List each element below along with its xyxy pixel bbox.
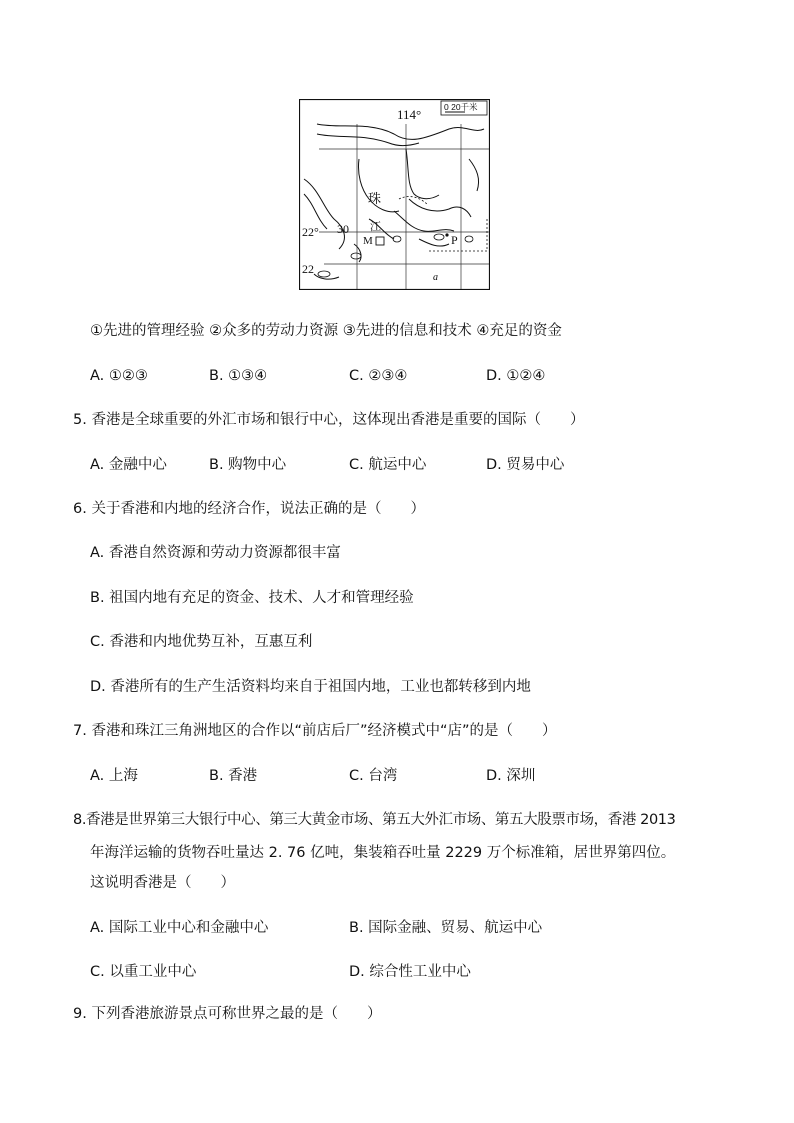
q6-stem: 6. 关于香港和内地的经济合作，说法正确的是（ ） bbox=[73, 501, 425, 517]
q5-option-a[interactable]: A. 金融中心 bbox=[90, 457, 167, 473]
q4-statement: ①先进的管理经验 ②众多的劳动力资源 ③先进的信息和技术 ④充足的资金 bbox=[90, 323, 562, 339]
q8-stem-line-1: 8.香港是世界第三大银行中心、第三大黄金市场、第五大外汇市场、第五大股票市场，香港 2013 bbox=[73, 812, 676, 828]
map-label-a: a bbox=[433, 272, 438, 283]
map-label-22-degree: 22° bbox=[302, 225, 319, 239]
q4-option-c[interactable]: C. ②③④ bbox=[349, 368, 408, 384]
q7-option-d[interactable]: D. 深圳 bbox=[486, 768, 536, 784]
q8-stem-line-2: 年海洋运输的货物吞吐量达 2. 76 亿吨，集装箱吞吐量 2229 万个标准箱，居世界第四位。 bbox=[90, 845, 676, 861]
q4-option-b[interactable]: B. ①③④ bbox=[209, 368, 268, 384]
map-label-zhu: 珠 bbox=[368, 192, 382, 207]
q5-option-b[interactable]: B. 购物中心 bbox=[209, 457, 287, 473]
q6-option-c[interactable]: C. 香港和内地优势互补，互惠互利 bbox=[90, 634, 313, 650]
q6-option-d[interactable]: D. 香港所有的生产生活资料均来自于祖国内地，工业也都转移到内地 bbox=[90, 679, 531, 695]
q6-option-b[interactable]: B. 祖国内地有充足的资金、技术、人才和管理经验 bbox=[90, 590, 414, 606]
map-label-22: 22 bbox=[302, 262, 314, 276]
q7-option-c[interactable]: C. 台湾 bbox=[349, 768, 398, 784]
map-label-p: P bbox=[451, 233, 458, 247]
q8-option-a[interactable]: A. 国际工业中心和金融中心 bbox=[90, 920, 269, 936]
q7-option-a[interactable]: A. 上海 bbox=[90, 768, 138, 784]
q4-option-d[interactable]: D. ①②④ bbox=[486, 368, 546, 384]
map-label-30: 30 bbox=[337, 222, 349, 236]
q9-stem: 9. 下列香港旅游景点可称世界之最的是（ ） bbox=[73, 1006, 382, 1022]
q5-option-d[interactable]: D. 贸易中心 bbox=[486, 457, 565, 473]
q7-stem: 7. 香港和珠江三角洲地区的合作以“前店后厂”经济模式中“店”的是（ ） bbox=[73, 723, 557, 739]
q4-option-a[interactable]: A. ①②③ bbox=[90, 368, 148, 384]
hong-kong-map bbox=[299, 99, 490, 290]
map-label-m: M bbox=[363, 235, 373, 247]
q5-stem: 5. 香港是全球重要的外汇市场和银行中心，这体现出香港是重要的国际（ ） bbox=[73, 412, 585, 428]
q5-option-c[interactable]: C. 航运中心 bbox=[349, 457, 427, 473]
q8-option-d[interactable]: D. 综合性工业中心 bbox=[349, 964, 471, 980]
map-label-jiang: 江 bbox=[370, 220, 381, 233]
q8-option-b[interactable]: B. 国际金融、贸易、航运中心 bbox=[349, 920, 543, 936]
map-scale-label: 0 20千米 bbox=[444, 102, 478, 112]
q8-stem-line-3: 这说明香港是（ ） bbox=[90, 875, 235, 891]
map-longitude-label: 114° bbox=[397, 107, 422, 122]
q7-option-b[interactable]: B. 香港 bbox=[209, 768, 258, 784]
q6-option-a[interactable]: A. 香港自然资源和劳动力资源都很丰富 bbox=[90, 545, 341, 561]
q8-option-c[interactable]: C. 以重工业中心 bbox=[90, 964, 197, 980]
